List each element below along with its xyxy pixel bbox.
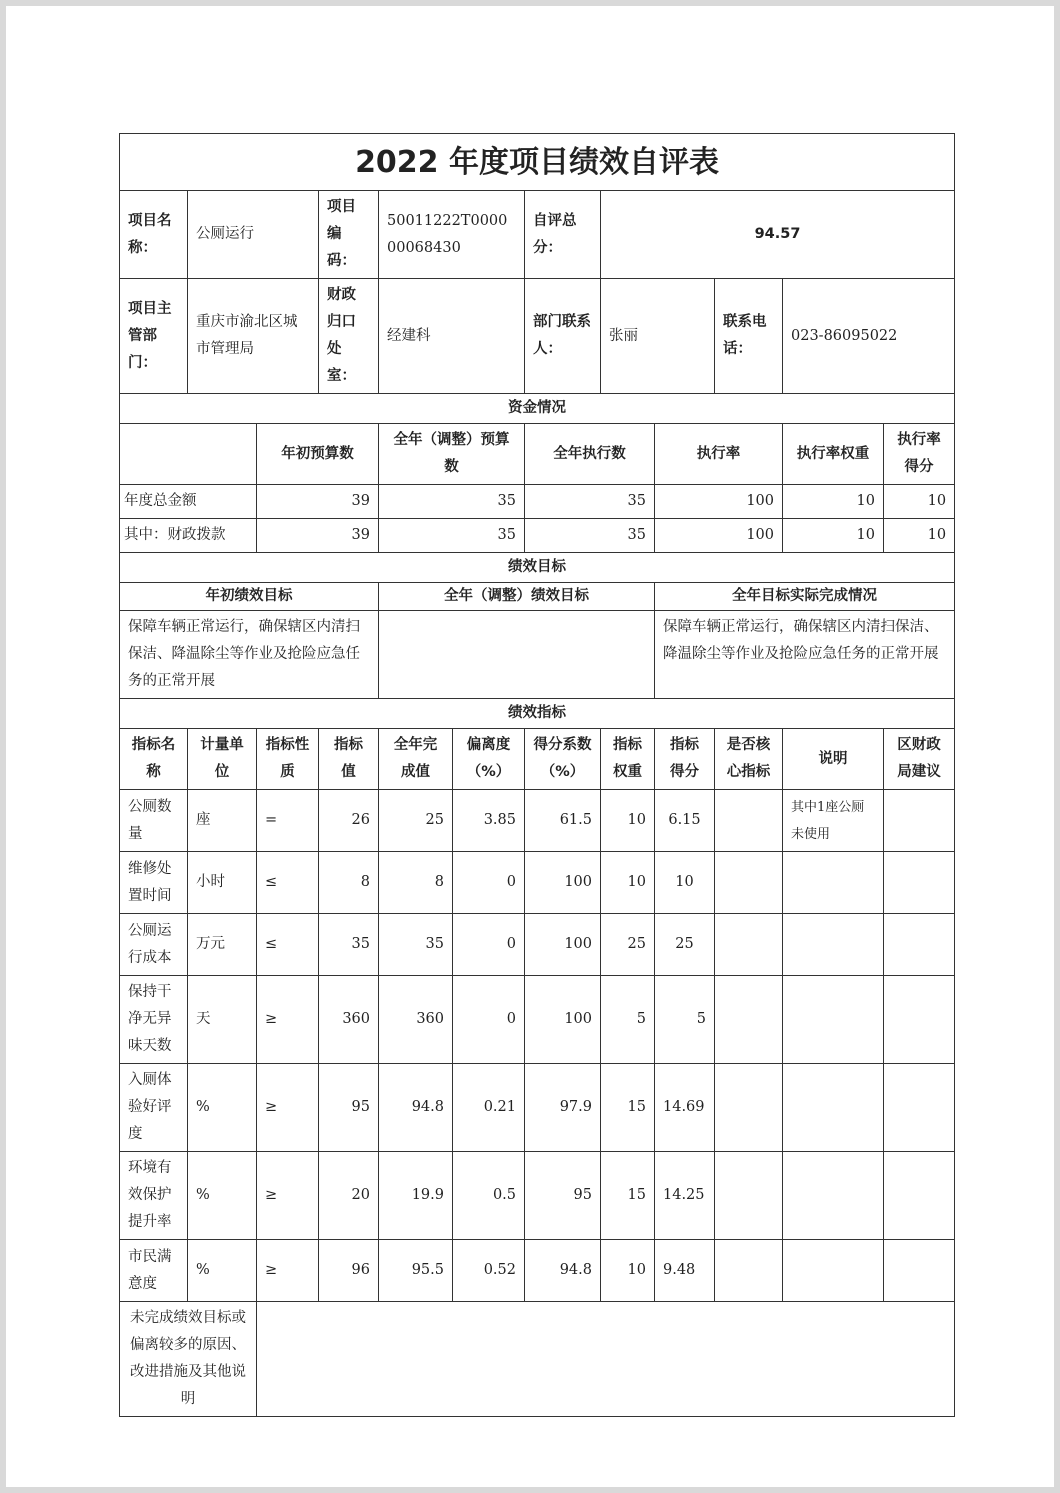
ind-core <box>715 1152 783 1240</box>
ind-deviation: 0.52 <box>453 1240 525 1302</box>
ind-coef: 100 <box>525 852 601 914</box>
ind-coef: 61.5 <box>525 790 601 852</box>
ind-weight: 10 <box>601 1240 655 1302</box>
table-row <box>120 976 955 1064</box>
ind-core <box>715 914 783 976</box>
ind-actual: 35 <box>379 914 453 976</box>
ind-header-target: 指标值 <box>319 729 379 790</box>
ind-weight: 10 <box>601 852 655 914</box>
ind-weight: 15 <box>601 1152 655 1240</box>
fin-office-value: 经建科 <box>379 279 525 394</box>
funds-cell: 35 <box>379 485 525 519</box>
fin-office-label: 财政归口处室： <box>319 279 379 394</box>
project-name-value: 公厕运行 <box>188 191 319 279</box>
ind-note <box>783 1064 884 1152</box>
ind-unit: 万元 <box>188 914 257 976</box>
ind-target: 20 <box>319 1152 379 1240</box>
ind-nature: ≥ <box>257 1064 319 1152</box>
dept-label: 项目主管部门： <box>120 279 188 394</box>
indicators-section-title: 绩效指标 <box>120 699 955 729</box>
funds-cell: 100 <box>655 519 783 553</box>
ind-target: 8 <box>319 852 379 914</box>
dept-value: 重庆市渝北区城市管理局 <box>188 279 319 394</box>
funds-row-label: 其中：财政拨款 <box>120 519 257 553</box>
ind-advice <box>884 976 955 1064</box>
funds-header-rate-score: 执行率得分 <box>884 424 955 485</box>
ind-name: 保持干净无异味天数 <box>120 976 188 1064</box>
ind-weight: 10 <box>601 790 655 852</box>
score-value: 94.57 <box>601 191 955 279</box>
ind-deviation: 0 <box>453 852 525 914</box>
ind-note <box>783 976 884 1064</box>
ind-target: 95 <box>319 1064 379 1152</box>
ind-advice <box>884 852 955 914</box>
ind-deviation: 0.5 <box>453 1152 525 1240</box>
ind-header-score: 指标得分 <box>655 729 715 790</box>
ind-core <box>715 1240 783 1302</box>
ind-deviation: 3.85 <box>453 790 525 852</box>
score-label: 自评总分： <box>525 191 601 279</box>
contact-label: 部门联系人： <box>525 279 601 394</box>
ind-unit: 天 <box>188 976 257 1064</box>
funds-cell: 39 <box>257 485 379 519</box>
ind-unit: % <box>188 1240 257 1302</box>
ind-header-advice: 区财政局建议 <box>884 729 955 790</box>
goals-header-actual: 全年目标实际完成情况 <box>655 583 955 611</box>
ind-unit: 座 <box>188 790 257 852</box>
table-row <box>120 914 955 976</box>
ind-coef: 97.9 <box>525 1064 601 1152</box>
funds-cell: 100 <box>655 485 783 519</box>
ind-coef: 100 <box>525 976 601 1064</box>
project-code-label: 项目编码： <box>319 191 379 279</box>
ind-note: 其中1座公厕未使用 <box>783 790 884 852</box>
page-title: 2022 年度项目绩效自评表 <box>120 134 955 191</box>
ind-advice <box>884 914 955 976</box>
ind-unit: % <box>188 1064 257 1152</box>
ind-nature: ≥ <box>257 1240 319 1302</box>
ind-advice <box>884 790 955 852</box>
funds-header-blank <box>120 424 257 485</box>
performance-evaluation-table <box>119 133 955 1417</box>
ind-header-actual: 全年完成值 <box>379 729 453 790</box>
funds-header-adjusted-budget: 全年（调整）预算数 <box>379 424 525 485</box>
ind-weight: 25 <box>601 914 655 976</box>
ind-score: 5 <box>655 976 715 1064</box>
ind-name: 环境有效保护提升率 <box>120 1152 188 1240</box>
table-row <box>120 852 955 914</box>
funds-cell: 10 <box>783 485 884 519</box>
ind-name: 市民满意度 <box>120 1240 188 1302</box>
ind-core <box>715 852 783 914</box>
phone-value: 023-86095022 <box>783 279 955 394</box>
ind-nature: ≤ <box>257 852 319 914</box>
ind-target: 96 <box>319 1240 379 1302</box>
ind-nature: ≤ <box>257 914 319 976</box>
ind-score: 10 <box>655 852 715 914</box>
ind-advice <box>884 1152 955 1240</box>
funds-cell: 10 <box>884 485 955 519</box>
remarks-content <box>257 1302 955 1417</box>
ind-score: 6.15 <box>655 790 715 852</box>
ind-name: 公厕数量 <box>120 790 188 852</box>
ind-actual: 94.8 <box>379 1064 453 1152</box>
table-row <box>120 1064 955 1152</box>
ind-header-note: 说明 <box>783 729 884 790</box>
funds-header-exec-rate: 执行率 <box>655 424 783 485</box>
goals-header-adjusted: 全年（调整）绩效目标 <box>379 583 655 611</box>
ind-note <box>783 914 884 976</box>
ind-header-core: 是否核心指标 <box>715 729 783 790</box>
ind-advice <box>884 1240 955 1302</box>
table-row <box>120 790 955 852</box>
ind-coef: 95 <box>525 1152 601 1240</box>
contact-value: 张丽 <box>601 279 715 394</box>
ind-deviation: 0 <box>453 914 525 976</box>
ind-core <box>715 1064 783 1152</box>
ind-actual: 19.9 <box>379 1152 453 1240</box>
ind-target: 26 <box>319 790 379 852</box>
ind-note <box>783 1152 884 1240</box>
project-name-label: 项目名称： <box>120 191 188 279</box>
ind-unit: 小时 <box>188 852 257 914</box>
ind-header-weight: 指标权重 <box>601 729 655 790</box>
ind-header-coef: 得分系数（%） <box>525 729 601 790</box>
ind-actual: 360 <box>379 976 453 1064</box>
goals-section-title: 绩效目标 <box>120 553 955 583</box>
ind-deviation: 0 <box>453 976 525 1064</box>
ind-weight: 15 <box>601 1064 655 1152</box>
ind-coef: 100 <box>525 914 601 976</box>
ind-weight: 5 <box>601 976 655 1064</box>
ind-score: 14.25 <box>655 1152 715 1240</box>
ind-header-nature: 指标性质 <box>257 729 319 790</box>
ind-target: 360 <box>319 976 379 1064</box>
ind-header-deviation: 偏离度（%） <box>453 729 525 790</box>
table-row <box>120 1152 955 1240</box>
ind-coef: 94.8 <box>525 1240 601 1302</box>
funds-header-executed: 全年执行数 <box>525 424 655 485</box>
ind-unit: % <box>188 1152 257 1240</box>
ind-name: 公厕运行成本 <box>120 914 188 976</box>
ind-nature: = <box>257 790 319 852</box>
ind-actual: 95.5 <box>379 1240 453 1302</box>
ind-core <box>715 790 783 852</box>
phone-label: 联系电话： <box>715 279 783 394</box>
goals-actual-text: 保障车辆正常运行，确保辖区内清扫保洁、降温除尘等作业及抢险应急任务的正常开展 <box>655 611 955 699</box>
ind-actual: 8 <box>379 852 453 914</box>
ind-name: 维修处置时间 <box>120 852 188 914</box>
funds-cell: 10 <box>884 519 955 553</box>
funds-header-initial-budget: 年初预算数 <box>257 424 379 485</box>
ind-score: 14.69 <box>655 1064 715 1152</box>
ind-nature: ≥ <box>257 1152 319 1240</box>
funds-section-title: 资金情况 <box>120 394 955 424</box>
ind-score: 25 <box>655 914 715 976</box>
ind-advice <box>884 1064 955 1152</box>
ind-score: 9.48 <box>655 1240 715 1302</box>
ind-target: 35 <box>319 914 379 976</box>
document-page <box>6 6 1054 1487</box>
funds-cell: 35 <box>379 519 525 553</box>
funds-cell: 39 <box>257 519 379 553</box>
ind-note <box>783 852 884 914</box>
funds-header-rate-weight: 执行率权重 <box>783 424 884 485</box>
ind-nature: ≥ <box>257 976 319 1064</box>
funds-cell: 10 <box>783 519 884 553</box>
ind-core <box>715 976 783 1064</box>
ind-note <box>783 1240 884 1302</box>
funds-cell: 35 <box>525 519 655 553</box>
funds-cell: 35 <box>525 485 655 519</box>
goals-header-initial: 年初绩效目标 <box>120 583 379 611</box>
remarks-label: 未完成绩效目标或偏离较多的原因、改进措施及其他说明 <box>120 1302 257 1417</box>
ind-header-name: 指标名称 <box>120 729 188 790</box>
goals-initial-text: 保障车辆正常运行，确保辖区内清扫保洁、降温除尘等作业及抢险应急任务的正常开展 <box>120 611 379 699</box>
ind-name: 入厕体验好评度 <box>120 1064 188 1152</box>
ind-header-unit: 计量单位 <box>188 729 257 790</box>
funds-row-label: 年度总金额 <box>120 485 257 519</box>
table-row <box>120 1240 955 1302</box>
goals-adjusted-text <box>379 611 655 699</box>
project-code-value: 50011222T000000068430 <box>379 191 525 279</box>
ind-actual: 25 <box>379 790 453 852</box>
ind-deviation: 0.21 <box>453 1064 525 1152</box>
